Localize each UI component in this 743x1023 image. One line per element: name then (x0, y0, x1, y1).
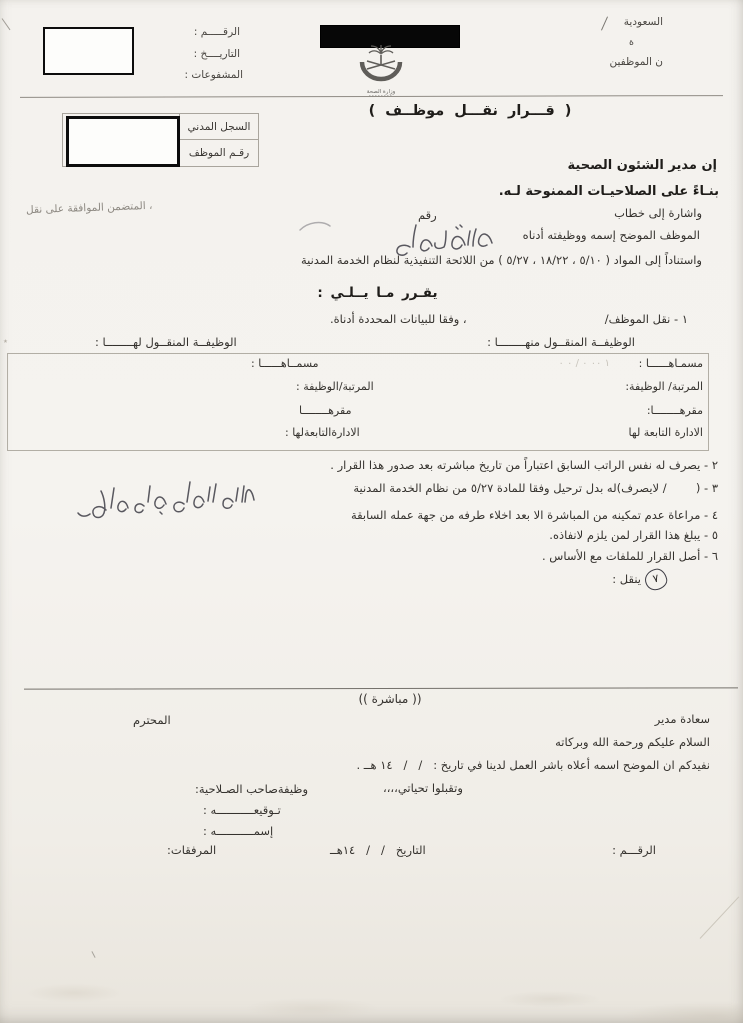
clause-5: ٥ - يبلغ هذا القرار لمن يلزم لانفاذه. (549, 528, 718, 542)
faint-pen-curve (298, 218, 332, 234)
from-title-label: مسمـاهــــــا : (638, 357, 703, 370)
clause-7 (612, 569, 667, 590)
letterhead-staff-fragment: ن الموظفين (609, 56, 663, 68)
from-department-label: الادارة التابعة لها (628, 426, 703, 439)
header-date-label: التاريــــخ : (193, 48, 240, 60)
clause-7-text: ينقل : (612, 572, 641, 586)
clause-4: ٤ - مراعاة عدم تمكينه من المباشرة الا بعد اخلاء طرفه من جهة عمله السابقة (350, 508, 718, 522)
honorific: المحترم (133, 713, 171, 727)
footer-attachments-label: المرفقات: (167, 843, 217, 857)
authority-title-label: وظيفةصاحب الصـلاحية: (195, 782, 309, 796)
clause-3: ٣ - ( / لايصرف)له بدل ترحيل وفقا للمادة ٥/٢٧ من نظام الخدمة المدنية (353, 481, 718, 495)
header-attachments-label: المشفوعات : (184, 69, 243, 81)
from-title-faint-value: ١ ٠٠ ٠ / ٠ ٠ (558, 358, 610, 369)
letterhead-small-fragment: ة (629, 37, 634, 48)
to-title-label: مسمــاهــــــا : (251, 357, 319, 370)
page-title: ( قـــرار نقـــل موظــف ) (368, 103, 572, 119)
civil-registry-label: السجل المدني (179, 114, 258, 140)
letterhead-clipped-stroke (601, 16, 608, 30)
signature-label: تـوقيعـــــــــــه : (203, 803, 281, 817)
redaction-box-id-values (66, 116, 180, 167)
greeting-line: السلام عليكم ورحمة الله وبركاته (555, 735, 710, 749)
clause-7-circled-number: ٧ (643, 567, 669, 592)
ministry-of-health-emblem-icon (349, 41, 413, 99)
to-department-label: الادارةالتابعةلها : (285, 426, 360, 439)
section-divider-line (24, 687, 738, 689)
approval-phrase: ، المتضمن الموافقة على نقل (25, 199, 153, 217)
scan-artifact-corner (2, 18, 11, 30)
clause-2: ٢ - يصرف له نفس الراتب السابق اعتباراً من تاريخ مباشرته بعد صدور هذا القرار . (330, 458, 718, 472)
clause1-transfer-phrase: ١ - نقل الموظف/ (604, 312, 688, 326)
scan-artifact-speck (91, 951, 95, 958)
footer-number-label: الرقـــم : (612, 843, 656, 857)
to-position-heading: الوظيفــة المنقــول لهــــــــا : (95, 335, 237, 349)
employee-phrase: الموظف الموضح إسمه ووظيفته أدناه (522, 228, 700, 242)
to-grade-label: المرتبة/الوظيفة : (296, 380, 374, 393)
scan-artifact-crease (700, 896, 740, 938)
decision-heading: يقـرر مـا يــلـي : (317, 285, 438, 301)
letterhead-country-fragment: السعودية (623, 16, 663, 28)
from-position-heading: الوظيفــة المنقــول منهــــــــا : (487, 335, 635, 349)
confirmation-line: نفيدكم ان الموضح اسمه أعلاه باشر العمل لدينا في تاريخ : / / ١٤ هــ . (356, 758, 710, 772)
commencement-title: (( مباشرة )) (358, 692, 422, 706)
powers-line: بنـاءً على الصلاحيـات الممنوحة لـه. (498, 184, 719, 199)
from-location-label: مقرهــــــــا: (646, 404, 703, 417)
from-grade-label: المرتبة/ الوظيفة: (625, 380, 703, 393)
margin-speck: ٭ (3, 337, 8, 347)
reference-number-word: رقم (418, 208, 437, 222)
header-number-label: الرقـــــم : (193, 26, 240, 38)
redaction-box-header-values (43, 27, 134, 75)
position-table (7, 353, 709, 451)
clause-6: ٦ - أصل القرار للملفات مع الأساس . (542, 549, 718, 563)
name-label: إسمـــــــــــه : (203, 824, 274, 838)
logo-caption: وزارة الصحة (366, 89, 396, 95)
articles-phrase: واستناداً إلى المواد ( ٥/١٠ ، ١٨/٢٢ ، ٥/٢٧ ) من اللائحة التنفيذية لنظام الخدمة المدنية (300, 253, 702, 267)
clause1-per-data-phrase: ، وفقا للبيانات المحددة أدناة. (330, 312, 467, 326)
regards-line: وتقبلوا تحياتي،،،، (383, 781, 463, 795)
handwritten-note-clause3 (70, 474, 260, 520)
footer-date-line: التاريخ / / ١٤هــ (330, 843, 426, 857)
employee-number-label: رقـم الموظف (179, 140, 258, 166)
to-location-label: مقرهــــــــا (299, 404, 352, 417)
reference-phrase: واشارة إلى خطاب (614, 206, 702, 220)
authority-line: إن مدير الشئون الصحية (567, 158, 717, 173)
addressee-line: سعادة مدير (654, 712, 710, 726)
